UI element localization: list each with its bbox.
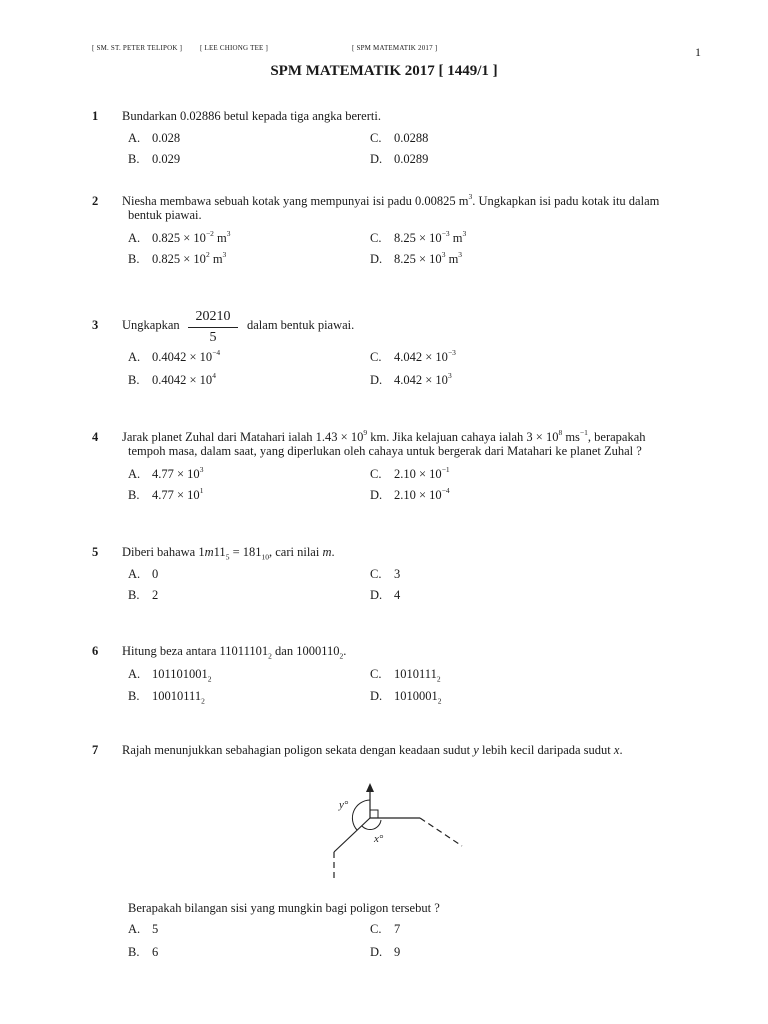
q5-option-a[interactable]	[128, 567, 158, 582]
option-exponent: 3	[441, 249, 446, 259]
option-value: 10010111	[152, 689, 202, 703]
option-label: A.	[128, 231, 141, 245]
base-subscript: 5	[225, 552, 230, 562]
option-exponent: 4	[212, 370, 216, 380]
text-part: .	[619, 743, 623, 757]
option-label: B.	[128, 252, 140, 266]
exponent: 9	[363, 427, 368, 437]
option-exponent: −3	[441, 228, 450, 238]
base-subscript: 2	[437, 696, 442, 706]
q3-option-a[interactable]	[128, 347, 221, 365]
option-value: 0.0288	[394, 131, 429, 145]
option-label: B.	[128, 373, 140, 387]
unit-exponent: 3	[458, 249, 463, 259]
text-part: 11	[213, 545, 226, 559]
base-subscript: 2	[436, 674, 441, 684]
header-school: [ SM. ST. PETER TELIPOK ]	[92, 44, 183, 52]
base-subscript: 10	[261, 552, 269, 562]
option-value: 0	[152, 567, 159, 581]
option-mantissa: 4.042 × 10	[394, 350, 448, 364]
option-value: 6	[152, 945, 159, 959]
option-unit: m	[213, 231, 227, 245]
option-value: 1010001	[394, 689, 438, 703]
option-value: 3	[394, 567, 401, 581]
option-exponent: 3	[447, 370, 452, 380]
q7-option-b[interactable]	[128, 945, 158, 960]
text-part: lebih kecil daripada sudut	[478, 743, 614, 757]
question-6-number: 6	[92, 644, 99, 658]
text-part: Rajah menunjukkan sebahagian poligon sekata dengan keadaan sudut	[122, 743, 474, 757]
option-mantissa: 0.825 × 10	[152, 231, 206, 245]
option-label: D.	[370, 689, 383, 703]
unit-exponent: 3	[226, 228, 231, 238]
base-subscript: 2	[268, 651, 272, 661]
q2-option-a[interactable]	[128, 228, 231, 246]
arrow-head-icon	[366, 783, 374, 792]
option-mantissa: 2.10 × 10	[394, 488, 442, 502]
option-mantissa: 4.042 × 10	[394, 373, 448, 387]
option-value: 101101001	[152, 667, 208, 681]
text-part: , cari nilai	[269, 545, 323, 559]
angle-label-x: x°	[374, 833, 384, 845]
option-value: 9	[394, 945, 401, 959]
q7-option-d[interactable]	[370, 945, 400, 960]
q1-option-c[interactable]	[370, 131, 428, 146]
option-label: A.	[128, 131, 141, 145]
fraction	[188, 309, 238, 346]
option-exponent: −2	[205, 228, 214, 238]
q3-option-b[interactable]	[128, 370, 216, 388]
option-unit: m	[445, 252, 459, 266]
option-exponent: −3	[447, 347, 456, 357]
text-part: Niesha membawa sebuah kotak yang mempunyai isi padu 0.00825 m	[122, 194, 469, 208]
question-4-text-cont: tempoh masa, dalam saat, yang diperlukan oleh cahaya untuk bergerak dari Matahari ke planet Zuhal ?	[128, 444, 642, 458]
option-label: C.	[370, 231, 382, 245]
option-label: B.	[128, 488, 140, 502]
q5-option-b[interactable]	[128, 588, 158, 603]
q6-option-a[interactable]	[128, 667, 212, 682]
q1-option-d[interactable]	[370, 152, 428, 167]
q7-option-a[interactable]	[128, 922, 158, 937]
q4-option-a[interactable]	[128, 464, 204, 482]
unit-exponent: 3	[462, 228, 467, 238]
base-subscript: 2	[339, 651, 344, 661]
q4-option-b[interactable]	[128, 485, 204, 503]
option-label: A.	[128, 922, 141, 936]
option-exponent: −4	[212, 347, 221, 357]
q5-option-d[interactable]	[370, 588, 400, 603]
variable-m: m	[322, 545, 332, 559]
header-subject: [ SPM MATEMATIK 2017 ]	[352, 44, 438, 52]
q5-option-c[interactable]	[370, 567, 400, 582]
text-part: dan 1000110	[271, 644, 340, 658]
base-subscript: 2	[207, 674, 212, 684]
question-7-text	[122, 743, 623, 758]
text-part: Jarak planet Zuhal dari Matahari ialah 1.43 × 10	[122, 430, 364, 444]
text-part: . Ungkapkan isi padu kotak itu dalam	[472, 194, 660, 208]
option-exponent: 3	[199, 464, 204, 474]
option-label: B.	[128, 152, 140, 166]
polygon-side-dashed-right	[420, 818, 462, 846]
option-label: D.	[370, 945, 383, 959]
fraction-numerator: 20210	[188, 309, 238, 328]
option-label: B.	[128, 689, 140, 703]
exponent: −1	[579, 427, 588, 437]
option-label: A.	[128, 467, 141, 481]
question-5-number: 5	[92, 545, 99, 559]
q3-option-d[interactable]	[370, 370, 452, 388]
q2-option-c[interactable]	[370, 228, 467, 246]
question-2-number: 2	[92, 194, 99, 208]
fraction-denominator: 5	[209, 330, 217, 345]
text-part: , berapakah	[587, 430, 646, 444]
q6-option-d[interactable]	[370, 689, 442, 704]
option-mantissa: 0.4042 × 10	[152, 350, 213, 364]
q4-option-c[interactable]	[370, 464, 450, 482]
q3-option-c[interactable]	[370, 347, 456, 365]
option-label: A.	[128, 350, 141, 364]
page-title: SPM MATEMATIK 2017 [ 1449/1 ]	[270, 63, 498, 79]
q6-option-c[interactable]	[370, 667, 441, 682]
option-value: 0.029	[152, 152, 181, 166]
option-mantissa: 4.77 × 10	[152, 488, 200, 502]
option-mantissa: 8.25 × 10	[394, 231, 442, 245]
option-value: 2	[152, 588, 159, 602]
base-subscript: 2	[201, 696, 205, 706]
variable-m: m	[204, 545, 214, 559]
option-label: C.	[370, 567, 382, 581]
question-7-prompt: Berapakah bilangan sisi yang mungkin bagi poligon tersebut ?	[128, 901, 440, 915]
angle-label-y: y°	[339, 799, 349, 811]
option-label: A.	[128, 667, 141, 681]
text-part: Hitung beza antara 11011101	[122, 644, 269, 658]
option-label: A.	[128, 567, 141, 581]
question-5-text	[122, 545, 335, 560]
option-value: 1010111	[394, 667, 437, 681]
option-label: C.	[370, 350, 382, 364]
polygon-side-left	[334, 818, 370, 852]
option-label: C.	[370, 922, 382, 936]
q1-option-a[interactable]	[128, 131, 180, 146]
option-label: C.	[370, 467, 382, 481]
option-label: D.	[370, 252, 383, 266]
q2-option-d[interactable]	[370, 249, 463, 267]
question-1-text: Bundarkan 0.02886 betul kepada tiga angka bererti.	[122, 109, 381, 123]
q2-option-b[interactable]	[128, 249, 227, 267]
q6-option-b[interactable]	[128, 689, 205, 704]
option-exponent: −1	[441, 464, 450, 474]
question-3-number: 3	[92, 318, 99, 332]
question-2-text	[122, 191, 660, 209]
text-part: = 181	[229, 545, 262, 559]
question-1-number: 1	[92, 109, 99, 123]
text-part: .	[343, 644, 347, 658]
polygon-diagram	[322, 780, 492, 890]
page-number: 1	[695, 45, 701, 59]
option-mantissa: 0.825 × 10	[152, 252, 206, 266]
angle-marker	[370, 810, 378, 818]
q7-option-c[interactable]	[370, 922, 400, 937]
option-label: D.	[370, 488, 383, 502]
option-value: 4	[394, 588, 401, 602]
option-value: 0.028	[152, 131, 181, 145]
option-label: D.	[370, 373, 383, 387]
text-part: km. Jika kelajuan cahaya ialah 3 × 10	[367, 430, 559, 444]
exponent: 3	[468, 191, 473, 201]
unit-exponent: 3	[222, 249, 227, 259]
option-value: 5	[152, 922, 159, 936]
option-exponent: 1	[199, 485, 204, 495]
option-label: B.	[128, 588, 140, 602]
question-6-text	[122, 644, 346, 659]
angle-arc-x	[362, 820, 381, 830]
text-part: ms	[562, 430, 580, 444]
question-4-text	[122, 427, 646, 445]
question-3-text-b: dalam bentuk piawai.	[247, 318, 355, 332]
question-3-text-a: Ungkapkan	[122, 318, 180, 332]
q1-option-b[interactable]	[128, 152, 180, 167]
option-unit: m	[449, 231, 463, 245]
option-label: C.	[370, 667, 382, 681]
text-part: .	[331, 545, 335, 559]
option-mantissa: 8.25 × 10	[394, 252, 442, 266]
question-2-text-cont: bentuk piawai.	[128, 208, 202, 222]
variable-x: x	[613, 743, 620, 757]
option-unit: m	[209, 252, 223, 266]
question-4-number: 4	[92, 430, 99, 444]
option-exponent: 2	[205, 249, 210, 259]
option-mantissa: 0.4042 × 10	[152, 373, 213, 387]
question-7-number: 7	[92, 743, 99, 757]
variable-y: y	[473, 743, 479, 757]
option-exponent: −4	[441, 485, 450, 495]
option-mantissa: 2.10 × 10	[394, 467, 442, 481]
option-label: C.	[370, 131, 382, 145]
option-label: D.	[370, 588, 383, 602]
option-value: 0.0289	[394, 152, 429, 166]
option-value: 7	[394, 922, 401, 936]
text-part: Diberi bahawa 1	[122, 545, 205, 559]
header-teacher: [ LEE CHIONG TEE ]	[200, 44, 269, 52]
q4-option-d[interactable]	[370, 485, 450, 503]
option-label: B.	[128, 945, 140, 959]
exponent: 8	[558, 427, 563, 437]
option-label: D.	[370, 152, 383, 166]
option-mantissa: 4.77 × 10	[152, 467, 200, 481]
